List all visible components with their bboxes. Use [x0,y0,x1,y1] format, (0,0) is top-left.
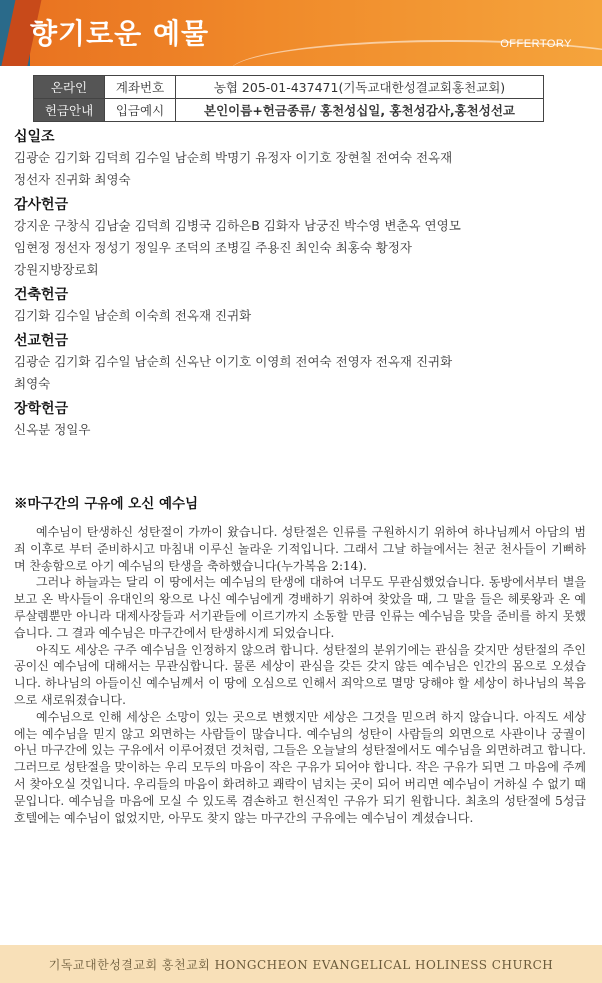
name-line: 김광순 김기화 김덕희 김수일 남순희 박명기 유정자 이기호 장현칠 전여숙 전옥재 [14,150,453,165]
page-footer [0,945,602,983]
section-title: 선교헌금 [14,333,69,349]
name-line: 강원지방장로회 [14,262,99,277]
account-label: 계좌번호 [105,76,176,99]
deposit-example-label: 입금예시 [105,99,176,122]
section-thanksgiving [14,194,590,280]
name-line: 임현정 정선자 정성기 정일우 조덕의 조병길 주용진 최인숙 최홍숙 황정자 [14,240,413,255]
name-line: 최영숙 [14,376,51,391]
deposit-example-value: 본인이름+헌금종류/ 홍천성십일, 홍천성감사,홍천성선교 [176,99,544,122]
name-line: 신옥분 정일우 [14,422,91,437]
page-header [0,0,602,66]
name-line: 김기화 김수일 남순희 이숙희 전옥재 진귀화 [14,308,252,323]
name-line: 정선자 진귀화 최영숙 [14,172,131,187]
section-title: 장학헌금 [14,401,69,417]
essay-paragraph: 예수님이 탄생하신 성탄절이 가까이 왔습니다. 성탄절은 인류를 구원하시기 위하여 하나님께서 아담의 범죄 이후로 부터 준비하시고 마침내 이루신 놀라운 기적입니다. 그래서 그날 하늘에서는 천군 천사들이 기뻐하며 찬송함으로 아기 예수님의 탄생을 축하했습니다(누가복음 2:14). [14,525,586,573]
page-subtitle: OFFERTORY [500,38,572,50]
section-scholarship [14,398,590,440]
section-tithe [14,126,590,190]
name-line: 김광순 김기화 김수일 남순희 신옥난 이기호 이영희 전여숙 전영자 전옥재 진귀화 [14,354,453,369]
section-mission [14,330,590,394]
section-title: 건축헌금 [14,287,69,303]
section-title: 십일조 [14,129,55,145]
section-building [14,284,590,326]
page-title: 향기로운 예물 [30,17,210,50]
offering-guide-label: 헌금안내 [34,99,105,122]
essay-title: ※마구간의 구유에 오신 예수님 [14,496,199,512]
essay [14,492,586,826]
section-title: 감사헌금 [14,197,69,213]
offering-list [14,124,590,444]
online-offering-table [33,75,544,122]
essay-paragraph: 아직도 세상은 구주 예수님을 인정하지 않으려 합니다. 성탄절의 분위기에는 관심을 갖지만 성탄절의 주인공이신 예수님에 대해서는 무관심합니다. 물론 세상이 관심을 갖든 갖지 않든 예수님은 인간의 몸으로 오셨습니다. 하나님의 아들이신 예수님께서 이 땅에 오심으로 인해서 죄악으로 멸망 당해야 할 세상이 하나님의 복음으로 새로워졌습니다. [14,642,586,707]
footer-church-name: 기독교대한성결교회 홍천교회 HONGCHEON EVANGELICAL HOLINESS CHURCH [48,958,554,972]
essay-paragraph: 그러나 하늘과는 달리 이 땅에서는 예수님의 탄생에 대하여 너무도 무관심했었습니다. 동방에서부터 별을 보고 온 박사들이 유대인의 왕으로 나신 예수님에게 경배하기 위하여 찾았을 때, 그 말을 들은 헤롯왕과 온 예루살렘뿐만 아니라 대제사장들과 서기관들에 이르기까지 소동할 만큼 인류는 예수님을 맞을 준비를 하지 못했습니다. 그 결과 예수님은 마구간에서 탄생하시게 되었습니다. [14,575,586,640]
name-line: 강지운 구창식 김남술 김덕희 김병국 김하은B 김화자 남궁진 박수영 변춘옥 연영모 [14,218,461,233]
online-label: 온라인 [34,76,105,99]
account-number: 농협 205-01-437471(기독교대한성결교회홍천교회) [176,76,544,99]
essay-paragraph: 예수님으로 인해 세상은 소망이 있는 곳으로 변했지만 세상은 그것을 믿으려 하지 않습니다. 아직도 세상에는 예수님을 믿지 않고 외면하는 사람들이 많습니다. 예수님의 성탄이 사람들의 외면으로 사관이나 궁궐이 아닌 마구간에 있는 구유에서 이루어졌던 것처럼, 그들은 오늘날의 성탄절에서도 예수님을 외면하려고 합니다. 그러므로 성탄절을 맞이하는 우리 모두의 마음이 작은 구유가 되어야 합니다. 작은 구유가 되면 그 마음에 주께서 찾아오실 것입니다. 우리들의 마음이 화려하고 쾌락이 넘치는 곳이 되어 버리면 예수님이 거하실 수 없기 때문입니다. 예수님을 마음에 모실 수 있도록 겸손하고 헌신적인 구유가 되기 원합니다. 최초의 성탄절에 5성급 호텔에는 예수님이 없었지만, 아무도 찾지 않는 마구간의 구유에는 예수님이 계셨습니다. [14,709,586,825]
